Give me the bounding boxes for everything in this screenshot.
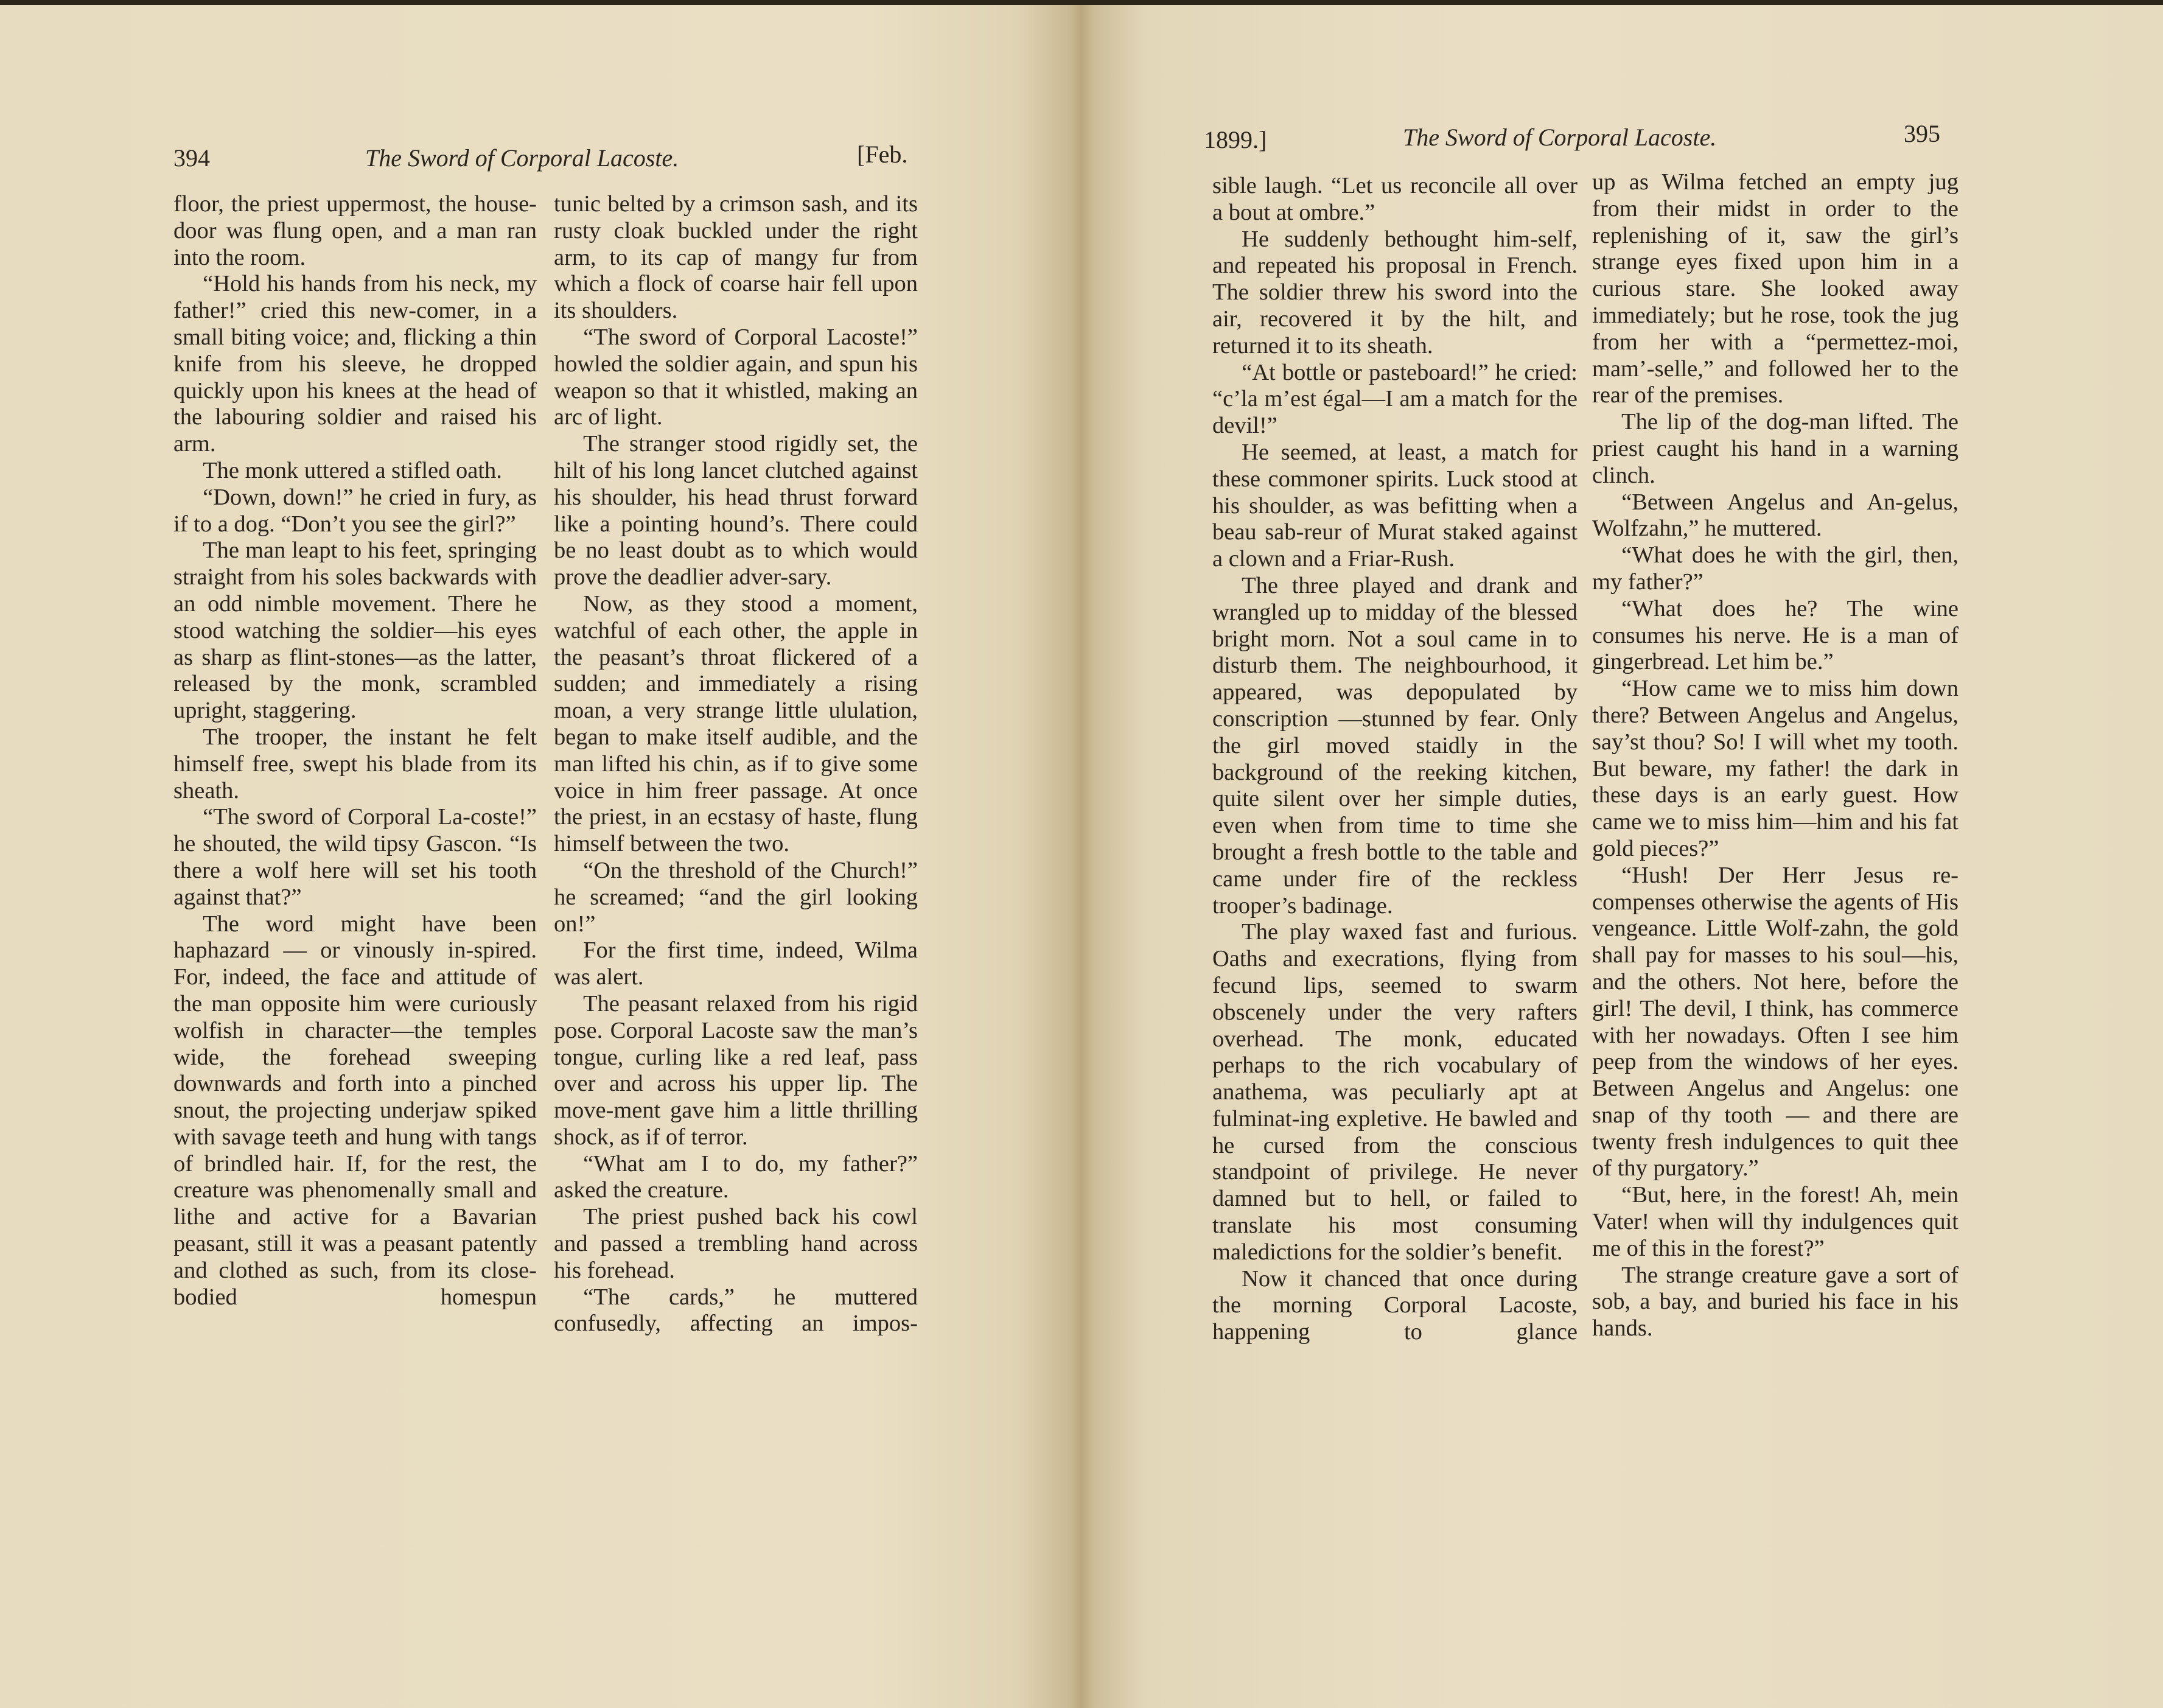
paragraph: “The cards,” he muttered confusedly, affecting an impos- (554, 1284, 918, 1337)
left-page-column-1 (173, 191, 537, 1311)
paragraph: “What am I to do, my father?” asked the creature. (554, 1150, 918, 1203)
right-page-column-2 (1592, 169, 1959, 1342)
paragraph: “What does he? The wine consumes his nerve. He is a man of gingerbread. Let him be.” (1592, 595, 1959, 675)
paragraph: He seemed, at least, a match for these commoner spirits. Luck stood at his shoulder, as was befitting when a beau sab-reur of Murat staked against a clown and a Friar-Rush. (1212, 439, 1578, 572)
paragraph: The stranger stood rigidly set, the hilt of his long lancet clutched against his shoulder, his head thrust forward like a pointing hound’s. There could be no least doubt as to which would prove the deadlier adver-sary. (554, 431, 918, 590)
page-number: 394 (173, 144, 210, 172)
paragraph: The peasant relaxed from his rigid pose. Corporal Lacoste saw the man’s tongue, curling like a red leaf, pass over and across his upper lip. The move-ment gave him a little thrilling shock, as if of terror. (554, 990, 918, 1150)
paragraph: “On the threshold of the Church!” he screamed; “and the girl looking on!” (554, 857, 918, 937)
left-page (0, 0, 1071, 1708)
right-page (1071, 0, 2163, 1708)
running-title: The Sword of Corporal Lacoste. (1403, 124, 1717, 151)
page-number: 395 (1904, 120, 1940, 147)
paragraph: “Between Angelus and An-gelus, Wolfzahn,” he muttered. (1592, 489, 1959, 542)
paragraph: The trooper, the instant he felt himself free, swept his blade from its sheath. (173, 724, 537, 803)
paragraph: “What does he with the girl, then, my father?” (1592, 542, 1959, 595)
paragraph: He suddenly bethought him-self, and repeated his proposal in French. The soldier threw his sword into the air, recovered it by the hilt, and returned it to its sheath. (1212, 226, 1578, 359)
paragraph: The play waxed fast and furious. Oaths and execrations, flying from fecund lips, seemed to swarm obscenely under the very rafters overhead. The monk, educated perhaps to the rich vocabulary of anathema, was peculiarly apt at fulminat-ing expletive. He bawled and he cursed from the conscious standpoint of privilege. He never damned but to hell, or failed to translate his most consuming maledictions for the soldier’s benefit. (1212, 919, 1578, 1265)
paragraph: “The sword of Corporal La-coste!” he shouted, the wild tipsy Gascon. “Is there a wolf here will set his tooth against that?” (173, 804, 537, 910)
paragraph: The priest pushed back his cowl and passed a trembling hand across his forehead. (554, 1204, 918, 1283)
right-page-column-1 (1212, 173, 1578, 1346)
date-mark: [Feb. (857, 141, 908, 168)
paragraph: up as Wilma fetched an empty jug from their midst in order to the replenishing of it, saw the girl’s strange eyes fixed upon him in a curious stare. She looked away immediately; but he rose, took the jug from her with a “permettez-moi, mam’-selle,” and followed her to the rear of the premises. (1592, 169, 1959, 408)
paragraph: The monk uttered a stifled oath. (203, 457, 502, 483)
paragraph: “Hush! Der Herr Jesus re-compenses otherwise the agents of His vengeance. Little Wolf-zahn, the gold shall pay for masses to his soul—his, and the others. Not here, before the girl! The devil, I think, has commerce with her nowadays. Often I see him peep from the windows of her eyes. Between Angelus and Angelus: one snap of thy tooth — and there are twenty fresh indulgences to quit thee of thy purgatory.” (1592, 862, 1959, 1181)
paragraph: The three played and drank and wrangled up to midday of the blessed bright morn. Not a soul came in to disturb them. The neighbourhood, it appeared, was depopulated by conscription —stunned by fear. Only the girl moved staidly in the background of the reeking kitchen, quite silent over her simple duties, even when from time to time she brought a fresh bottle to the table and came under fire of the reckless trooper’s badinage. (1212, 572, 1578, 919)
paragraph: “Hold his hands from his neck, my father!” cried this new-comer, in a small biting voice; and, flicking a thin knife from his sleeve, he dropped quickly upon his knees at the head of the labouring soldier and raised his arm. (173, 271, 537, 457)
paragraph: The strange creature gave a sort of sob, a bay, and buried his face in his hands. (1592, 1262, 1959, 1342)
paragraph: Now it chanced that once during the morning Corporal Lacoste, happening to glance (1212, 1265, 1578, 1345)
paragraph: tunic belted by a crimson sash, and its rusty cloak buckled under the right arm, to its cap of mangy fur from which a flock of coarse hair fell upon its shoulders. (554, 191, 918, 324)
paragraph: “But, here, in the forest! Ah, mein Vater! when will thy indulgences quit me of this in the forest?” (1592, 1182, 1959, 1261)
paragraph: The word might have been haphazard — or vinously in-spired. For, indeed, the face and attitude of the man opposite him were curiously wolfish in character—the temples wide, the forehead sweeping downwards and forth into a pinched snout, the projecting underjaw spiked with savage teeth and hung with tangs of brindled hair. If, for the rest, the creature was phenomenally small and lithe and active for a Bavarian peasant, still it was a peasant patently and clothed as such, from its close-bodied homespun (173, 911, 537, 1310)
paragraph: floor, the priest uppermost, the house-door was flung open, and a man ran into the room. (173, 191, 537, 270)
paragraph: Now, as they stood a moment, watchful of each other, the apple in the peasant’s throat flickered of a sudden; and immediately a rising moan, a very strange little ululation, began to make itself audible, and the man lifted his chin, as if to give some voice in him freer passage. At once the priest, in an ecstasy of haste, flung himself between the two. (554, 590, 918, 857)
running-title: The Sword of Corporal Lacoste. (365, 144, 679, 172)
paragraph: For the first time, indeed, Wilma was alert. (554, 937, 918, 990)
paragraph: “How came we to miss him down there? Between Angelus and Angelus, say’st thou? So! I will whet my tooth. But beware, my father! the dark in these days is an early guest. How came we to miss him—him and his fat gold pieces?” (1592, 676, 1959, 861)
paragraph: “At bottle or pasteboard!” he cried: “c’la m’est égal—I am a match for the devil!” (1212, 359, 1578, 439)
left-page-column-2 (554, 191, 918, 1337)
paragraph: The man leapt to his feet, springing straight from his soles backwards with an odd nimble movement. There he stood watching the soldier—his eyes as sharp as flint-stones—as the latter, released by the monk, scrambled upright, staggering. (173, 537, 537, 724)
paragraph: “Down, down!” he cried in fury, as if to a dog. “Don’t you see the girl?” (173, 484, 537, 537)
paragraph: “The sword of Corporal Lacoste!” howled the soldier again, and spun his weapon so that it whistled, making an arc of light. (554, 324, 918, 430)
date-mark: 1899.] (1204, 126, 1267, 153)
paragraph: The lip of the dog-man lifted. The priest caught his hand in a warning clinch. (1592, 409, 1959, 488)
paragraph: sible laugh. “Let us reconcile all over a bout at ombre.” (1212, 173, 1578, 225)
